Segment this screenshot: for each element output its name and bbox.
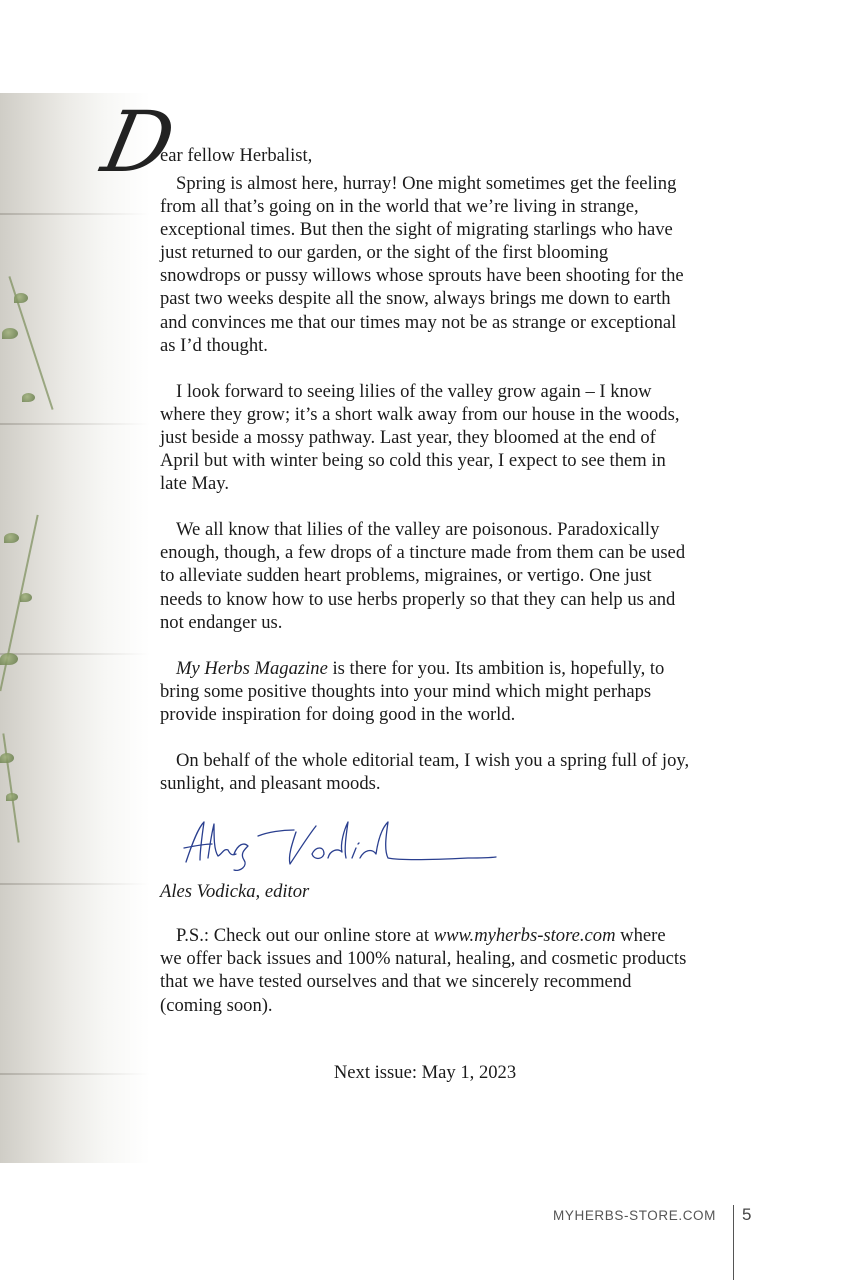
signer-name: Ales Vodicka, editor <box>160 881 310 903</box>
handwritten-signature <box>160 814 690 876</box>
paragraph-closing: On behalf of the whole editorial team, I wish you a spring full of joy, sunlight, and pleasant moods. <box>160 749 690 795</box>
magazine-name: My Herbs Magazine <box>176 657 328 679</box>
salutation <box>94 93 690 191</box>
salutation-text: ear fellow Herbalist, <box>160 145 313 166</box>
page-number: 5 <box>742 1205 752 1224</box>
next-issue: Next issue: May 1, 2023 <box>333 1061 517 1083</box>
editorial-letter <box>94 93 690 1084</box>
store-link[interactable]: www.myherbs-store.com <box>433 925 616 947</box>
magazine-text: is there for you. Its ambition is, hopefully, to bring some positive thoughts into your mind which might perhaps provide inspiration for doing good in the world. <box>160 657 665 725</box>
footer-site: MYHERBS-STORE.COM <box>553 1208 716 1223</box>
paragraph-ps <box>160 924 690 1016</box>
signature-graphic <box>178 814 508 876</box>
paragraph-magazine <box>160 657 690 726</box>
drop-cap: D <box>94 93 183 191</box>
ps-prefix: P.S.: Check out our online store at <box>176 925 434 947</box>
paragraph-poisonous: We all know that lilies of the valley are poisonous. Paradoxically enough, though, a few drops of a tincture made from them can be used to alleviate sudden heart problems, migraines, or vertigo. One just needs to know how to use herbs properly so that they can help us and not endanger us. <box>160 519 686 633</box>
footer-divider <box>733 1205 734 1280</box>
paragraph-lilies: I look forward to seeing lilies of the valley grow again – I know where they grow; it’s a short walk away from our house in the woods, just beside a mossy pathway. Last year, they bloomed at the end of April but with winter being so cold this year, I expect to see them in late May. <box>160 380 680 495</box>
ps-suffix: where we offer back issues and 100% natural, healing, and cosmetic products that we have tested ourselves and that we sincerely recommend (coming soon). <box>160 925 687 1016</box>
herb-photo-strip <box>0 93 150 1163</box>
paragraph-spring: Spring is almost here, hurray! One might sometimes get the feeling from all that’s going on in the world that we’re living in strange, exceptional times. But then the sight of migrating starlings who have just returned to our garden, or the sight of the first blooming snowdrops or pussy willows whose sprouts have been shooting for the past two weeks despite all the snow, always brings me down to earth and convinces me that our times may not be as strange or exceptional as I’d thought. <box>160 173 684 356</box>
